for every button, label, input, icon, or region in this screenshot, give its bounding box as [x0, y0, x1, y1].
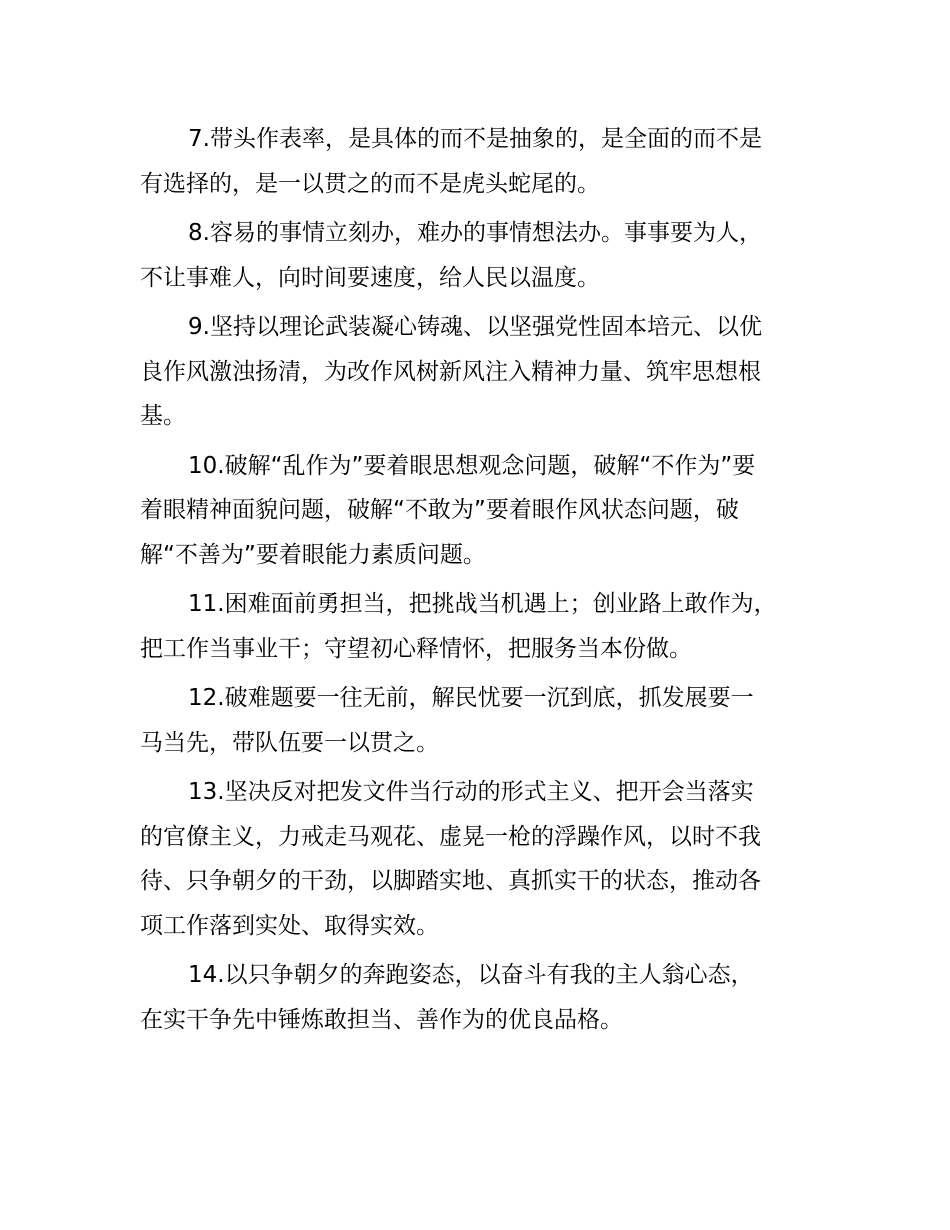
paragraph-14 [140, 953, 830, 1042]
paragraph-9 [140, 305, 830, 439]
paragraph-line: 项工作落到实处、取得实效。 [140, 912, 439, 939]
paragraph-line: 把工作当事业干；守望初心释情怀，把服务当本份做。 [140, 635, 692, 662]
paragraph-line: 12.破难题要一往无前，解民忧要一沉到底，抓发展要一 [188, 685, 754, 711]
paragraph-line: 14.以只争朝夕的奔跑姿态，以奋斗有我的主人翁心态， [188, 962, 754, 988]
document-body [140, 117, 830, 1047]
paragraph-line: 7.带头作表率，是具体的而不是抽象的，是全面的而不是 [188, 126, 762, 152]
paragraph-line: 10.破解“乱作为”要着眼思想观念问题，破解“不作为”要 [188, 452, 756, 479]
paragraph-line: 9.坚持以理论武装凝心铸魂、以坚强党性固本培元、以优 [188, 314, 762, 340]
paragraph-line: 良作风激浊扬清，为改作风树新风注入精神力量、筑牢思想根 [140, 358, 761, 385]
paragraph-line: 解“不善为”要着眼能力素质问题。 [140, 541, 486, 568]
paragraph-line: 8.容易的事情立刻办，难办的事情想法办。事事要为人， [188, 220, 762, 246]
paragraph-line: 着眼精神面貌问题，破解“不敢为”要着眼作风状态问题，破 [140, 497, 739, 523]
paragraph-11 [140, 582, 830, 671]
paragraph-8 [140, 211, 830, 300]
paragraph-line: 马当先，带队伍要一以贯之。 [140, 729, 439, 756]
paragraph-line: 13.坚决反对把发文件当行动的形式主义、把开会当落实 [188, 779, 754, 805]
paragraph-line: 不让事难人，向时间要速度，给人民以温度。 [140, 264, 600, 291]
paragraph-7 [140, 117, 830, 206]
paragraph-line: 基。 [140, 403, 186, 429]
paragraph-10 [140, 444, 830, 578]
paragraph-12 [140, 676, 830, 765]
paragraph-line: 的官僚主义，力戒走马观花、虚晃一枪的浮躁作风，以时不我 [140, 823, 761, 850]
paragraph-line: 在实干争先中锤炼敢担当、善作为的优良品格。 [140, 1006, 623, 1033]
paragraph-line: 11.困难面前勇担当，把挑战当机遇上；创业路上敢作为， [188, 591, 777, 617]
paragraph-line: 待、只争朝夕的干劲，以脚踏实地、真抓实干的状态，推动各 [140, 868, 761, 894]
paragraph-line: 有选择的，是一以贯之的而不是虎头蛇尾的。 [140, 170, 600, 197]
paragraph-13 [140, 770, 830, 948]
